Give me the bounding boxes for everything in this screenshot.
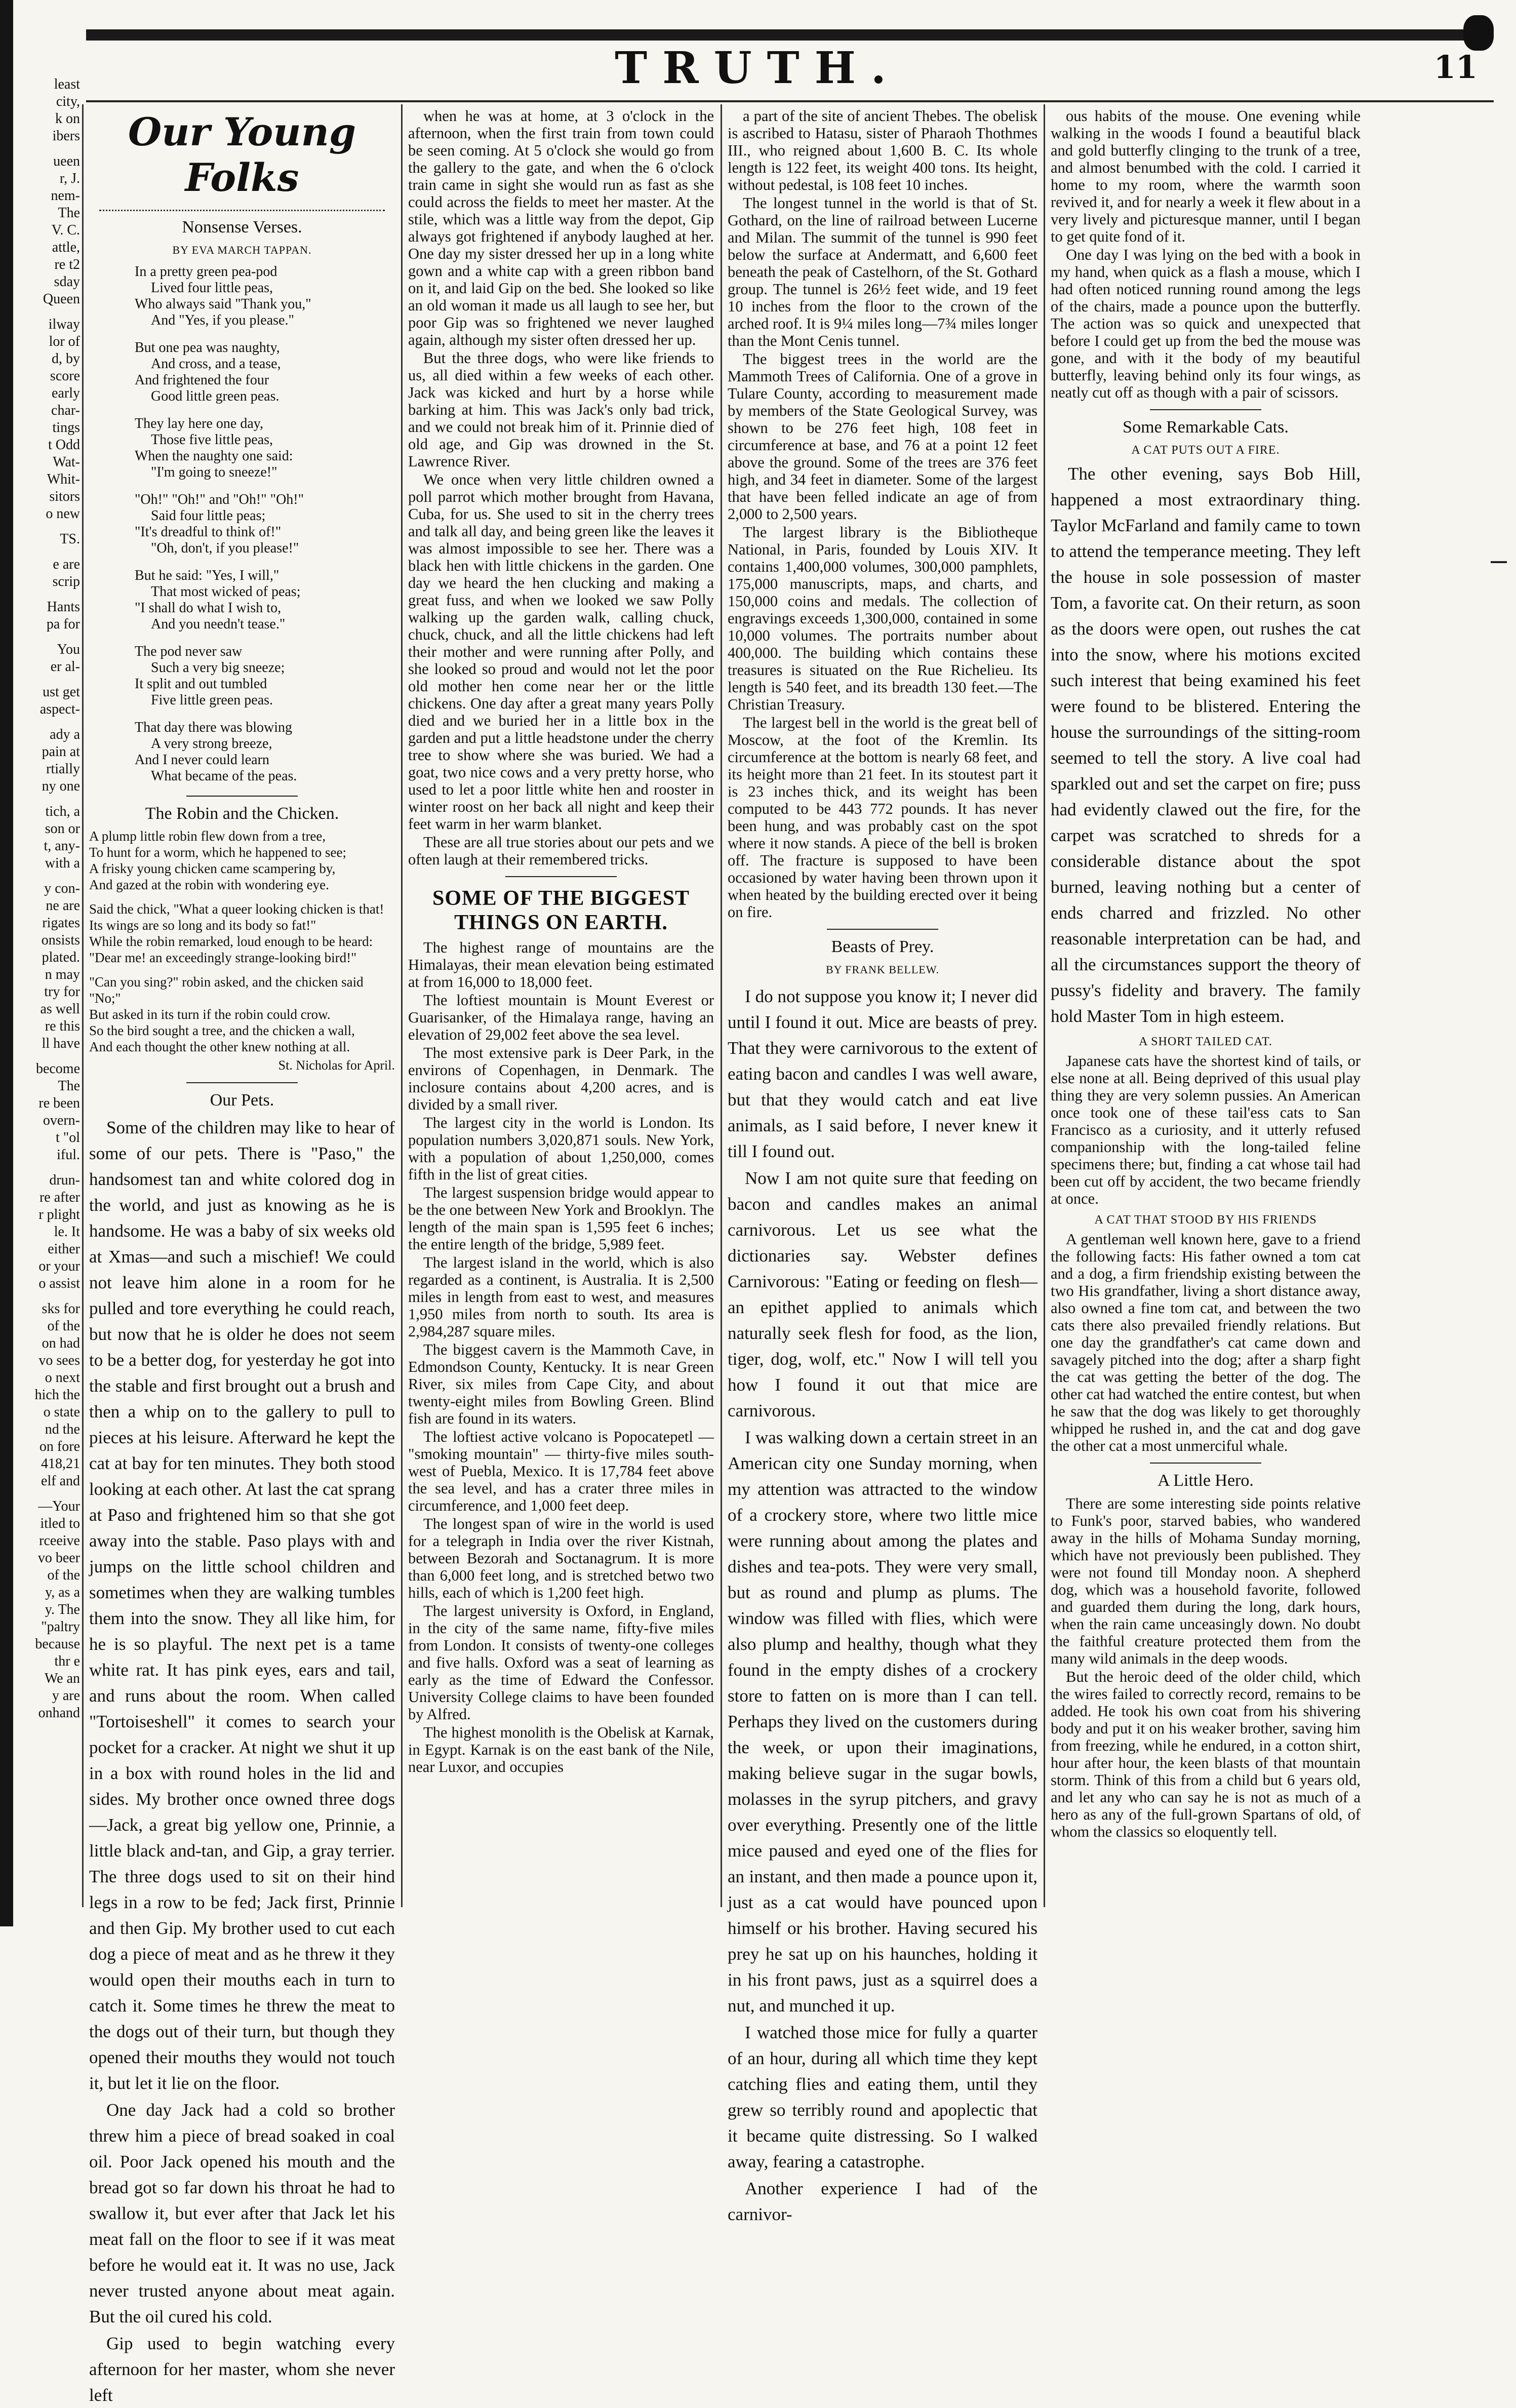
poem-line: And frightened the four xyxy=(135,372,269,388)
margin-fragment: pa for xyxy=(46,616,80,632)
poem-line: "It's dreadful to think of!" xyxy=(135,524,282,540)
article-subhead: A SHORT TAILED CAT. xyxy=(1139,1035,1272,1048)
poem-line: When the naughty one said: xyxy=(135,448,293,464)
margin-fragment: plated. xyxy=(42,950,80,965)
margin-fragment: re this xyxy=(45,1018,80,1034)
article-paragraph: ous habits of the mouse. One evening while walking in the woods I found a beautiful black and gold butterfly clinging to the trunk of a tree, and almost benumbed with the cold. I carried it home to my room, where the warmth soon revived it, and for nearly a week it flew about in a very lively and picturesque manner, until I began to get quite fond of it. xyxy=(1051,107,1361,245)
margin-fragment: nd the xyxy=(45,1422,80,1437)
margin-fragment: sks for xyxy=(42,1301,80,1317)
column-rule xyxy=(82,104,84,1907)
margin-fragment: The xyxy=(58,205,80,221)
newspaper-title: TRUTH. xyxy=(615,43,901,94)
margin-fragment: son or xyxy=(45,821,80,837)
margin-fragment: early xyxy=(52,385,80,401)
article-paragraph: I watched those mice for fully a quarter of an hour, during all which time they kept catching flies and eating them, until they grew so terribly round and apoplectic that it became quite distressing. So I walked away, fearing a catastrophe. xyxy=(728,2023,1038,2172)
article-paragraph: Japanese cats have the shortest kind of tails, or else none at all. Being deprived of this usual play thing they are very solemn pussies. An American once took one of these tail'ess cats to San Francisco as a curiosity, and it utterly refused companionship with the long-tailed feline specimens there; but, finding a cat whose tail had been cut off by accident, the two became friendly at once. xyxy=(1051,1052,1361,1207)
article-paragraph: These are all true stories about our pets and we often laugh at their remembered tricks. xyxy=(408,834,714,868)
poem-line: Those five little peas, xyxy=(151,432,273,448)
poem-stanza xyxy=(135,644,395,708)
poem-line: A frisky young chicken came scampering by, xyxy=(89,861,336,876)
poem-line: Lived four little peas, xyxy=(151,280,273,296)
poem-line: It split and out tumbled xyxy=(135,676,267,692)
margin-fragment: o assist xyxy=(38,1276,80,1291)
column-3 xyxy=(728,107,1038,2224)
article-title: A Little Hero. xyxy=(1158,1471,1254,1490)
ornamental-rule xyxy=(99,203,385,211)
poem-nonsense-verses xyxy=(135,264,395,784)
poem-line: But he said: "Yes, I will," xyxy=(135,568,280,583)
article-paragraph: The largest bell in the world is the great bell of Moscow, at the foot of the Kremlin. Its circumference at the bottom is nearly 68 feet, and its height more than 21 feet. In its stoutest part it is 23 inches thick, and its weight has been computed to be 443 772 pounds. It has never been hung, and was probably cast on the spot where it now stands. A piece of the bell is broken off. The fracture is supposed to have been occasioned by water having been thrown upon it when heated by the building erected over it being on fire. xyxy=(728,714,1038,921)
poem-line: That most wicked of peas; xyxy=(151,584,301,600)
poem-line: A plump little robin flew down from a tree, xyxy=(89,828,326,844)
article-subhead: A CAT PUTS OUT A FIRE. xyxy=(1131,444,1280,457)
column-rule xyxy=(721,104,722,1907)
article-paragraph: We once when very little children owned a poll parrot which mother brought from Havana, Cuba, for us. She used to sit in the cherry trees and talk all day, and being green like the leaves it was almost impossible to see her. There was a black hen with little chickens in the garden. One day we heard the hen clucking and making a great fuss, and when we looked we saw Polly walking up the garden walk, calling chuck, chuck, chuck, and all the little chickens had left their mother and were running after Polly, and she looked so proud and would not let the poor old mother hen come near her or the little chickens. One day after a great many years Polly died and we buried her in a little box in the garden and put a little headstone under the cherry tree to show where she was buried. We had a goat, two nice cows and a very pretty horse, who used to let a poor little white hen and rooster in winter roost on her back all night and keep their feet warm in her warm blanket. xyxy=(408,471,714,833)
margin-fragment: ny one xyxy=(42,778,80,794)
binding-spine xyxy=(0,0,13,1926)
article-paragraph: But the three dogs, who were like friends to us, all died within a few weeks of each other. Jack was kicked and hurt by a horse while barking at him. This was Jack's only bad trick, and we could not break him of it. Prinnie died of old age, and Gip was drowned in the St. Lawrence River. xyxy=(408,349,714,470)
article-paragraph: Another experience I had of the carnivor- xyxy=(728,2179,1038,2224)
margin-mark xyxy=(1491,561,1507,563)
poem-line: That day there was blowing xyxy=(135,720,293,735)
margin-fragment: rtially xyxy=(46,761,80,777)
divider xyxy=(1150,409,1261,410)
poem-line: Its wings are so long and its body so fat!" xyxy=(89,918,316,933)
article-title: Some Remarkable Cats. xyxy=(1123,418,1289,437)
header-rule xyxy=(86,100,1494,102)
margin-fragment: overn- xyxy=(43,1113,80,1128)
poem-line: "I shall do what I wish to, xyxy=(135,600,282,616)
margin-fragment: iful. xyxy=(57,1147,80,1163)
poem-stanza xyxy=(135,492,395,557)
column-rule xyxy=(1044,104,1045,1907)
margin-fragment xyxy=(15,523,80,531)
margin-fragment: 418,21 xyxy=(41,1456,80,1472)
column-2 xyxy=(408,107,714,1910)
article-paragraph: The largest university is Oxford, in England, in the city of the same name, fifty-five miles from London. It consists of twenty-one colleges and five halls. Oxford was a seat of learning as early as the time of Edward the Confessor. University College claims to have been founded by Alfred. xyxy=(408,1602,714,1723)
margin-fragment: as well xyxy=(40,1001,80,1017)
margin-fragment: onhand xyxy=(38,1705,80,1721)
article-paragraph: The longest span of wire in the world is used for a telegraph in India over the river Kistnah, between Bezorah and Soctanagrum. It is more than 6,000 feet long, and is stretched betwo two hills, each of which is 1,200 feet high. xyxy=(408,1515,714,1601)
article-little-hero xyxy=(1051,1495,1361,1840)
margin-fragment: ibers xyxy=(52,128,80,144)
margin-fragment: t "ol xyxy=(56,1130,80,1146)
margin-fragment: or your xyxy=(38,1258,80,1274)
poem-byline: BY EVA MARCH TAPPAN. xyxy=(172,244,312,256)
margin-fragment: lor of xyxy=(49,334,80,349)
article-paragraph: Now I am not quite sure that feeding on bacon and candles makes an animal carnivorous. Let us see what the dictionaries say. Webster defines Carnivorous: "Eating or feeding on flesh—an epithet applied to animals which naturally seek flesh for food, as the lion, tiger, dog, wolf, etc." Now I will tell you how I found it out that mice are carnivorous. xyxy=(728,1168,1038,1420)
masthead xyxy=(0,43,1516,98)
margin-fragment: sday xyxy=(54,274,80,290)
margin-fragment: become xyxy=(35,1061,80,1077)
margin-fragment: vo sees xyxy=(38,1353,80,1368)
page-number: 11 xyxy=(1433,49,1478,86)
margin-fragment: y con- xyxy=(44,881,80,896)
poem-line: Good little green peas. xyxy=(151,388,280,404)
margin-fragment: e are xyxy=(53,557,80,572)
margin-fragment xyxy=(15,1052,80,1060)
poem-line: Such a very big sneeze; xyxy=(151,660,285,676)
poem-title: Nonsense Verses. xyxy=(182,218,302,236)
margin-fragment: ilway xyxy=(48,317,80,332)
margin-fragment: ueen xyxy=(53,153,80,169)
poem-line: Said four little peas; xyxy=(151,508,266,524)
margin-fragment xyxy=(15,548,80,556)
margin-fragment: r plight xyxy=(38,1207,80,1222)
article-byline: BY FRANK BELLEW. xyxy=(826,963,939,976)
margin-fragment xyxy=(15,1490,80,1498)
poem-robin-chicken xyxy=(89,828,395,1055)
article-biggest-things xyxy=(408,939,714,1775)
margin-fragment: itled to xyxy=(40,1516,80,1531)
margin-fragment: r, J. xyxy=(59,171,80,186)
poem-line: A very strong breeze, xyxy=(151,736,272,752)
margin-fragment: city, xyxy=(56,94,80,109)
margin-fragment xyxy=(15,633,80,641)
margin-fragment: n may xyxy=(45,967,80,982)
margin-fragment: char- xyxy=(51,403,80,418)
poem-line: And cross, and a tease, xyxy=(151,356,281,372)
margin-fragment: re after xyxy=(39,1190,80,1205)
margin-fragment: y, as a xyxy=(45,1585,80,1600)
poem-line: To hunt for a worm, which he happened to see; xyxy=(89,845,346,860)
article-paragraph: The largest library is the Bibliotheque National, in Paris, founded by Louis XIV. It contains 1,400,000 volumes, 300,000 pamphlets, 175,000 manuscripts, maps, and charts, and 150,000 coins and medals. The collection of engravings exceeds 1,300,000, contained in some 10,000 volumes. The portraits number about 400,000. The building which contains these treasures is situated on the Rue Richelieu. Its length is 540 feet, and its breadth 130 feet.—The Christian Treasury. xyxy=(728,524,1038,713)
margin-fragment: ne are xyxy=(46,898,80,914)
article-paragraph: Gip used to begin watching every afternoon for her master, whom she never left xyxy=(89,2334,395,2405)
margin-fragment: d, by xyxy=(52,351,80,367)
margin-fragment: —Your xyxy=(38,1498,80,1514)
margin-fragment: scrip xyxy=(52,574,80,589)
margin-fragment: sitors xyxy=(49,489,80,504)
article-our-pets xyxy=(89,1115,395,2408)
top-border-bar xyxy=(86,29,1468,41)
margin-fragment: t Odd xyxy=(48,437,80,453)
column-4 xyxy=(1051,107,1361,1910)
margin-fragment: o new xyxy=(46,506,80,522)
margin-fragment: Wat- xyxy=(53,454,80,470)
article-paragraph: But the heroic deed of the older child, which the wires failed to correctly record, remains to be added. He took his own coat from his shivering body and put it on his weaker brother, saving him from freezing, while he endured, in a cotton shirt, hour after hour, the keen blasts of that mountain storm. Think of this from a child but 6 years old, and let any who can say he is not as much of a hero as any of the full-grown Spartans of old, of whom the classics so eloquently tell. xyxy=(1051,1668,1361,1840)
article-paragraph: The highest monolith is the Obelisk at Karnak, in Egypt. Karnak is on the east bank of the Nile, near Luxor, and occupies xyxy=(408,1724,714,1775)
article-paragraph: There are some interesting side points relative to Funk's poor, starved babies, who wandered away in the hills of Mohama Sunday morning, which have not previously been published. They were not found till Monday noon. A shepherd dog, which was a household favorite, followed and guarded them during the long, dark hours, when the rain came unceasingly down. No doubt the faithful creature protected them from the many wild animals in the deep woods. xyxy=(1051,1495,1361,1667)
poem-line: They lay here one day, xyxy=(135,416,263,431)
poem-signoff: St. Nicholas for April. xyxy=(278,1058,395,1073)
article-paragraph: The other evening, says Bob Hill, happened a most extraordinary thing. Taylor McFarland and family came to town to attend the temperance meeting. They left the house in sole possession of master Tom, a favorite cat. On their return, as soon as the doors were open, out rushes the cat into the snow, where his motions excited such interest that being examined his feet were found to be blistered. Entering the house the surroundings of the sitting-room seemed to tell the story. A live coal had sparkled out and set the carpet on fire; puss had evidently clawed out the fire, for the carpet was scratched to shreds for a considerable distance about the spot burned, leaving nothing but a center of ends charred and frizzled. No other reasonable interpretation can be had, and all the circumstances support the theory of pussy's fidelity and bravery. The family hold Master Tom in high esteem. xyxy=(1051,464,1361,1026)
article-paragraph: Some of the children may like to hear of some of our pets. There is "Paso," the handsomest tan and white colored dog in the world, and just as knowing as he is handsome. He was a baby of six weeks old at Xmas—and such a mischief! We could not leave him alone in a room for he pulled and tore everything he could reach, but now that he is older he does not seem to be a better dog, for yesterday he got into the stable and first brought out a brush and then a whip on to the gallery to pull to pieces at his leisure. Afterward he kept the cat at bay for ten minutes. They both stood looking at each other. At last the cat sprang at Paso and frightened him so that she got away into the stable. Paso plays with and jumps on the little school children and sometimes when they are walking tumbles them into the snow. They all like him, for he is so playful. The next pet is a tame white rat. It has pink eyes, ears and tail, and runs about the room. When called "Tortoiseshell" it comes to search your pocket for a cracker. At night we shut it up in a box with round holes in the lid and sides. My brother once owned three dogs—Jack, a great big yellow one, Prinnie, a little black and-tan, and Gip, a gray terrier. The three dogs used to sit on their hind legs in a row to be fed; Jack first, Prinnie and then Gip. My brother used to cut each dog a piece of meat and as he threw it they would open their mouths each in turn to catch it. Some times he threw the meat to the dogs out of their turn, but though they opened their mouths they would not touch it, but let it lie on the floor. xyxy=(89,1118,395,2093)
article-paragraph: The highest range of mountains are the Himalayas, their mean elevation being estimated at from 16,000 to 18,000 feet. xyxy=(408,939,714,991)
left-margin-fragments xyxy=(15,76,80,1879)
article-subhead: A CAT THAT STOOD BY HIS FRIENDS xyxy=(1094,1213,1317,1227)
margin-fragment: thr e xyxy=(54,1653,80,1669)
margin-fragment: t, any- xyxy=(44,838,80,854)
margin-fragment: either xyxy=(48,1241,80,1257)
margin-fragment: k on xyxy=(55,111,80,127)
margin-fragment xyxy=(15,590,80,599)
article-our-pets-continued xyxy=(408,107,714,868)
margin-fragment: rigates xyxy=(42,915,80,931)
margin-fragment: ll have xyxy=(42,1036,80,1051)
margin-fragment: You xyxy=(57,642,80,657)
margin-fragment: V. C. xyxy=(51,222,80,238)
margin-fragment: nem- xyxy=(51,188,80,204)
poem-stanza xyxy=(135,416,395,481)
divider xyxy=(505,876,617,877)
margin-fragment: least xyxy=(54,76,80,92)
poem-line: And gazed at the robin with wondering eye. xyxy=(89,877,329,892)
article-paragraph: The largest island in the world, which is also regarded as a continent, is Australia. It is 2,500 miles in length from east to west, and measures 1,950 miles from north to south. Its area is 2,984,287 square miles. xyxy=(408,1254,714,1340)
article-beasts-continued xyxy=(1051,107,1361,401)
margin-fragment: Queen xyxy=(43,291,80,307)
article-paragraph: The biggest trees in the world are the Mammoth Trees of California. One of a grove in Tulare County, according to measurement made by members of the State Geological Survey, was shown to be 276 feet high, 108 feet in circumference at base, and 76 at a point 12 feet above the ground. Some of the trees are 376 feet high, and 34 feet in diameter. Some of the largest that have been felled indicate an age of from 2,000 to 2,500 years. xyxy=(728,350,1038,523)
article-paragraph: The most extensive park is Deer Park, in the environs of Copenhagen, in Denmark. The inclosure contains about 4,200 acres, and is divided by a small river. xyxy=(408,1044,714,1113)
margin-fragment: of the xyxy=(47,1318,80,1334)
margin-fragment xyxy=(15,308,80,316)
article-paragraph: The longest tunnel in the world is that of St. Gothard, on the line of railroad between Lucerne and Milan. The summit of the tunnel is 990 feet below the surface at Andermatt, and 6,600 feet beneath the peak of Castelhorn, of the St. Gothard group. The tunnel is 26½ feet wide, and 19 feet 10 inches from the floor to the crown of the arched roof. It is 9¼ miles long—7¾ miles longer than the Mont Cenis tunnel. xyxy=(728,194,1038,349)
margin-fragment: le. It xyxy=(54,1224,80,1240)
divider xyxy=(186,796,298,797)
poem-line: And each thought the other knew nothing at all. xyxy=(89,1039,350,1054)
margin-fragment: attle, xyxy=(52,240,80,255)
article-paragraph: The biggest cavern is the Mammoth Cave, in Edmondson County, Kentucky. It is near Green River, six miles from Cape City, and about twenty-eight miles from Bowling Green. Blind fish are found in its waters. xyxy=(408,1341,714,1427)
margin-fragment xyxy=(15,145,80,153)
article-title: Beasts of Prey. xyxy=(831,937,934,956)
article-title: Our Pets. xyxy=(210,1091,274,1110)
article-biggest-things-continued xyxy=(728,107,1038,921)
poem-line: Five little green peas. xyxy=(151,692,273,708)
article-title: SOME OF THE BIGGEST THINGS ON EARTH. xyxy=(432,887,690,934)
poem-line: Said the chick, "What a queer looking chicken is that! xyxy=(89,901,384,917)
margin-fragment: "paltry xyxy=(41,1619,80,1635)
margin-fragment: because xyxy=(35,1636,80,1652)
poem-stanza xyxy=(135,264,395,329)
margin-fragment: rceeive xyxy=(39,1533,80,1549)
poem-line: And I never could learn xyxy=(135,752,269,768)
section-title: Our Young Folks xyxy=(128,109,356,200)
poem-line: "I'm going to sneeze!" xyxy=(151,464,277,480)
margin-fragment: elf and xyxy=(41,1473,80,1489)
margin-fragment xyxy=(15,795,80,803)
margin-fragment xyxy=(15,676,80,684)
divider xyxy=(186,1082,298,1083)
article-paragraph: A gentleman well known here, gave to a friend the following facts: His father owned a tom cat and a dog, a firm friendship existing between the two His grandfather, living a short distance away, also owned a fine tom cat, and between the two cats there also prevailed friendly relations. But one day the grandfather's cat came down and savagely pitched into the dog; after a sharp fight the cat was getting the better of the dog. The other cat had watched the entire contest, but when he saw that the dog was likely to get thoroughly whipped he rushed in, and the cat and dog gave the other cat a most unmerciful whale. xyxy=(1051,1231,1361,1454)
poem-line: What became of the peas. xyxy=(151,768,297,784)
margin-fragment: o state xyxy=(43,1404,80,1420)
margin-fragment: tich, a xyxy=(45,804,80,819)
divider xyxy=(1150,1463,1261,1464)
margin-fragment: Hants xyxy=(47,599,80,615)
poem-line: "Oh!" "Oh!" and "Oh!" "Oh!" xyxy=(135,492,304,507)
poem-title: The Robin and the Chicken. xyxy=(145,804,339,823)
margin-fragment: The xyxy=(58,1078,80,1094)
article-paragraph: One day I was lying on the bed with a book in my hand, when quick as a flash a mouse, which I had often noticed running round among the legs of the chairs, made a pounce upon the butterfly. The action was so quick and unexpected that before I could get up from the bed the mouse was gone, and with it the body of my beautiful butterfly, leaving behind only its four wings, as neatly cut off as though with a pair of scissors. xyxy=(1051,246,1361,401)
poem-line: Who always said "Thank you," xyxy=(135,296,311,312)
poem-stanza xyxy=(135,720,395,784)
poem-stanza xyxy=(135,568,395,633)
margin-fragment: re been xyxy=(38,1095,80,1111)
article-paragraph: I do not suppose you know it; I never did until I found it out. Mice are beasts of prey. That they were carnivorous to the extent of eating bacon and candles I was well aware, but that they would catch and eat live animals, as I said before, I never knew it till I found out. xyxy=(728,986,1038,1161)
margin-fragment: We an xyxy=(44,1671,80,1686)
article-beasts-of-prey xyxy=(728,983,1038,2227)
poem-line: But asked in its turn if the robin could crow. xyxy=(89,1007,331,1022)
article-paragraph: a part of the site of ancient Thebes. The obelisk is ascribed to Hatasu, sister of Pharaoh Thothmes III., who reigned about 1,600 B. C. Its whole length is 122 feet, its weight 400 tons. Its height, without pedestal, is 108 feet 10 inches. xyxy=(728,107,1038,193)
margin-fragment: er al- xyxy=(50,659,80,675)
article-paragraph: The loftiest active volcano is Popocatepetl — "smoking mountain" — thirty-five miles south-west of Puebla, Mexico. It is 17,784 feet above the sea level, and has a crater three miles in circumference, and 1,000 feet deep. xyxy=(408,1428,714,1514)
margin-fragment xyxy=(15,718,80,726)
margin-fragment: TS. xyxy=(60,531,80,547)
article-paragraph: The largest suspension bridge would appear to be the one between New York and Brooklyn. The length of the main span is 1,595 feet 6 inches; the entire length of the bridge, 5,989 feet. xyxy=(408,1184,714,1253)
poem-line xyxy=(89,966,395,974)
poem-line: "Can you sing?" robin asked, and the chicken said "No;" xyxy=(89,974,364,1006)
margin-fragment: ady a xyxy=(50,727,80,742)
margin-fragment xyxy=(15,1292,80,1300)
poem-line: While the robin remarked, loud enough to be heard: xyxy=(89,934,373,949)
margin-fragment: aspect- xyxy=(39,701,80,717)
divider xyxy=(827,929,938,930)
article-paragraph: The loftiest mountain is Mount Everest or Guarisanker, of the Himalaya range, having an elevation of 29,002 feet above the sea level. xyxy=(408,992,714,1043)
margin-fragment: y are xyxy=(52,1688,80,1704)
margin-fragment: try for xyxy=(44,984,80,1000)
margin-fragment: re t2 xyxy=(54,257,80,272)
article-paragraph: I was walking down a certain street in an American city one Sunday morning, when my attention was attracted to the window of a crockery store, where two little mice were running about among the plates and dishes and tea-pots. They were very small, but as round and plump as plums. The window was filled with flies, which were also plump and healthy, though what they found in the empty dishes of a crockery store to fatten on is more than I can tell. Perhaps they lived on the customers during the week, or upon their imaginations, making believe sugar in the sugar bowls, molasses in the syrup pitchers, and gravy over everything. Presently one of the little mice paused and eyed one of the flies for an instant, and then made a pounce upon it, just as a cat would have pounced upon himself or his brother. Having secured his prey he sat up on his haunches, holding it in his front paws, just as a squirrel does a nut, and munched it up. xyxy=(728,1428,1038,2016)
margin-fragment: onsists xyxy=(41,932,80,948)
poem-line: "Dear me! an exceedingly strange-looking bird!" xyxy=(89,950,357,965)
margin-fragment: hich the xyxy=(34,1387,80,1403)
margin-fragment: on fore xyxy=(39,1439,80,1454)
article-paragraph: when he was at home, at 3 o'clock in the afternoon, when the first train from town could be seen coming. At 5 o'clock she would go from the gallery to the gate, and when the 6 o'clock train came in sight she would run as fast as she could across the fields to meet her master. At the stile, which was a little way from the depot, Gip always got frightened if anybody laughed at her. One day my sister dressed her up in a long white gown and a white cap with a green ribbon band on it, and laid Gip on the bed. She looked so like an old woman it made us all laugh to see her, but poor Gip was so frightened we never laughed again, although my sister often dressed her up. xyxy=(408,107,714,348)
article-paragraph: The largest city in the world is London. Its population numbers 3,020,871 souls. New York, with a population of about 1,250,000, comes fifth in the list of great cities. xyxy=(408,1114,714,1183)
margin-fragment: with a xyxy=(45,855,80,871)
column-rule xyxy=(401,104,403,1907)
margin-fragment: Whit- xyxy=(47,471,80,487)
poem-line xyxy=(89,893,395,901)
margin-fragment: score xyxy=(50,368,80,384)
poem-line: But one pea was naughty, xyxy=(135,340,280,356)
poem-line: And you needn't tease." xyxy=(151,616,286,632)
poem-line: "Oh, don't, if you please!" xyxy=(151,540,299,556)
article-paragraph: One day Jack had a cold so brother threw him a piece of bread soaked in coal oil. Poor Jack opened his mouth and the bread got so far down his throat he had to swallow it, but ever after that Jack let his meat fall on the floor to see if it was meat before he would eat it. It was no use, Jack never trusted anyone about meat again. But the oil cured his cold. xyxy=(89,2100,395,2326)
margin-fragment xyxy=(15,872,80,880)
margin-fragment: pain at xyxy=(42,744,80,760)
poem-line: So the bird sought a tree, and the chicken a wall, xyxy=(89,1023,355,1038)
margin-fragment: vo beer xyxy=(37,1550,80,1566)
poem-line: The pod never saw xyxy=(135,644,243,659)
poem-line: In a pretty green pea-pod xyxy=(135,264,277,280)
margin-fragment: ust get xyxy=(43,684,80,700)
margin-fragment: o next xyxy=(45,1370,80,1386)
column-1 xyxy=(89,107,395,2405)
poem-line: And "Yes, if you please." xyxy=(151,312,294,328)
margin-fragment: y. The xyxy=(45,1602,80,1617)
poem-stanza xyxy=(135,340,395,405)
margin-fragment xyxy=(15,1164,80,1172)
margin-fragment: tings xyxy=(52,420,80,436)
margin-fragment: on had xyxy=(42,1335,80,1351)
margin-fragment: of the xyxy=(47,1567,80,1583)
margin-fragment: drun- xyxy=(49,1172,80,1188)
